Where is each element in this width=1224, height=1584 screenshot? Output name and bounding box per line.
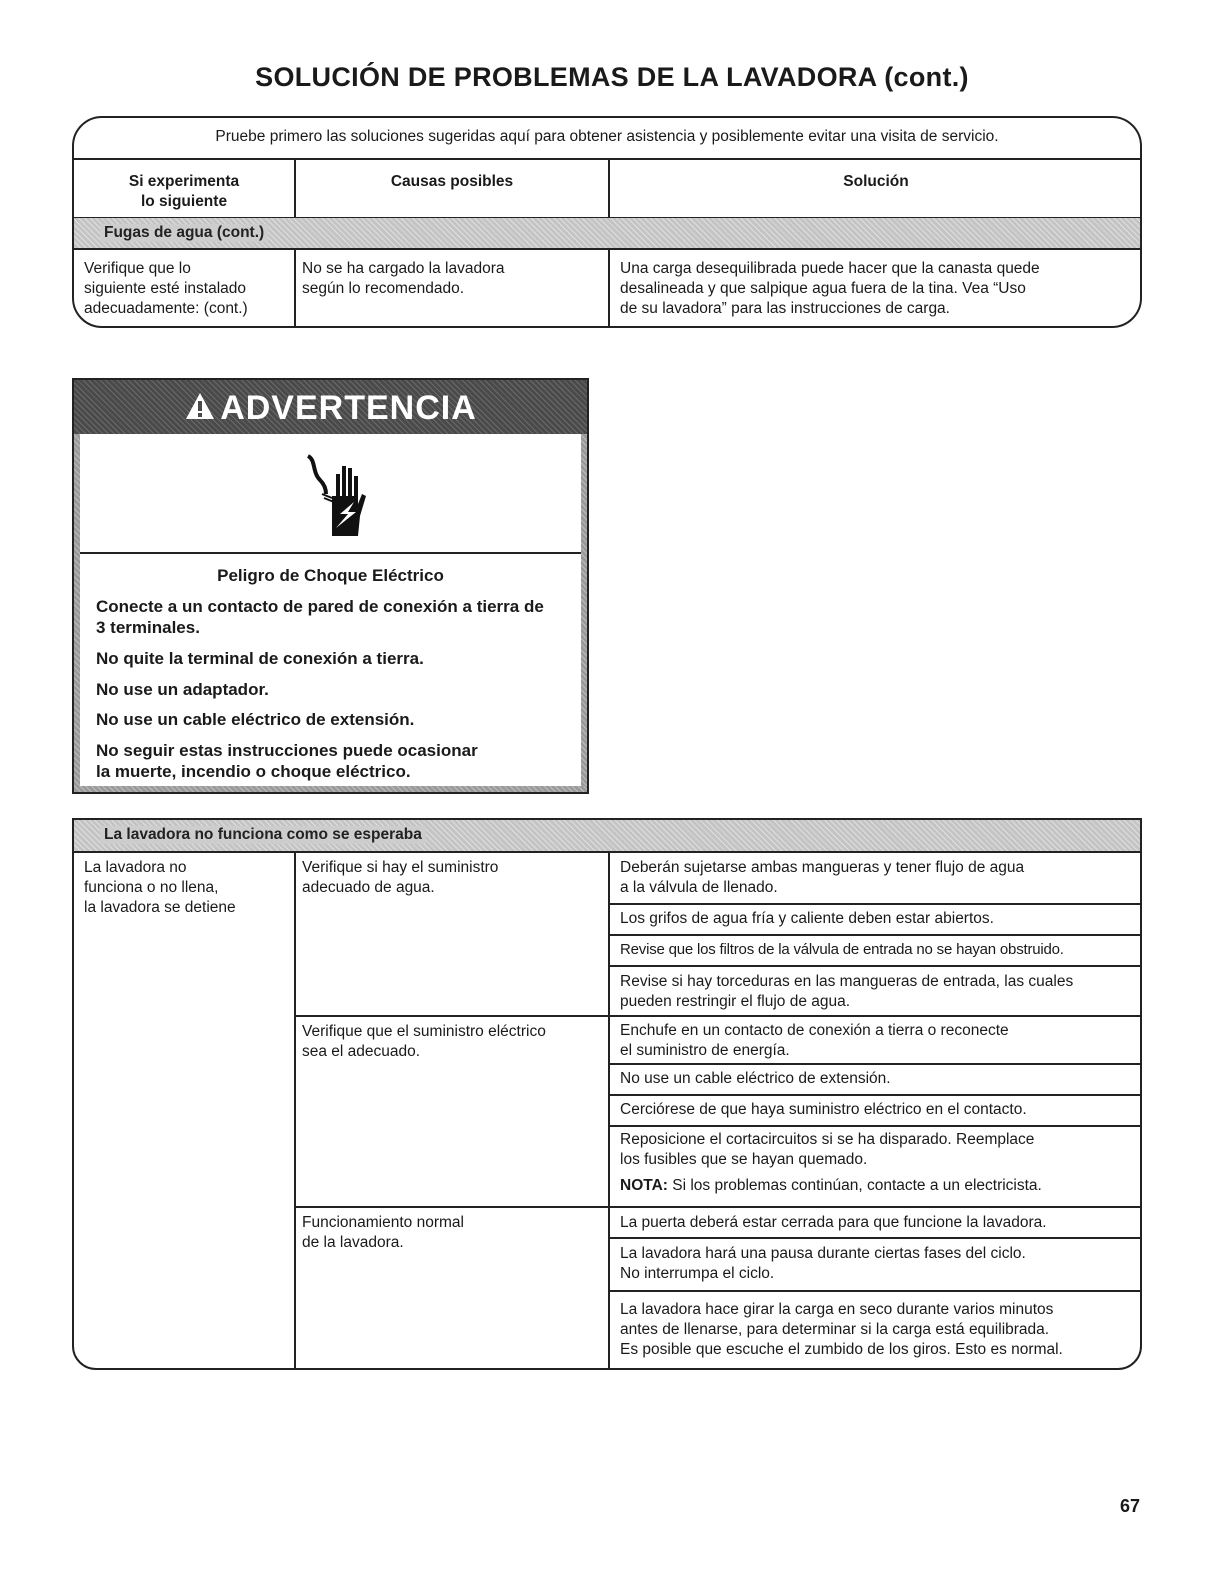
cause-cell: Verifique que el suministro eléctrico sea el adecuado. <box>302 1023 546 1060</box>
problem-cell: La lavadora no funciona o no llena, la lavadora se detiene <box>84 859 236 916</box>
column-divider <box>294 851 296 1370</box>
solution-cell: La lavadora hace girar la carga en seco durante varios minutos antes de llenarse, para determinar si la carga está equilibrada. Es posible que escuche el zumbido de los giros. Esto es normal. <box>620 1301 1063 1358</box>
solution-cell: No use un cable eléctrico de extensión. <box>620 1070 891 1087</box>
warning-line: Conecte a un contacto de pared de conexión a tierra de 3 terminales. <box>96 597 544 637</box>
warning-line: No quite la terminal de conexión a tierra. <box>96 649 424 668</box>
note: NOTA: Si los problemas continúan, contacte a un electricista. <box>620 1177 1042 1194</box>
troubleshooting-table-top <box>72 116 1142 328</box>
cause-cell: No se ha cargado la lavadora según lo recomendado. <box>302 260 505 297</box>
warning-heading: ADVERTENCIA <box>220 389 477 427</box>
section-band-fugas <box>74 218 1140 248</box>
column-divider <box>608 851 610 1370</box>
solution-cell: Reposicione el cortacircuitos si se ha disparado. Reemplace los fusibles que se hayan quemado. NOTA: Si los problemas continúan, contacte a un electricista. <box>620 1130 1135 1196</box>
solution-cell: La lavadora hará una pausa durante ciertas fases del ciclo. No interrumpa el ciclo. <box>620 1245 1026 1282</box>
cause-cell: Funcionamiento normal de la lavadora. <box>302 1214 464 1251</box>
solution-cell: Deberán sujetarse ambas mangueras y tener flujo de agua a la válvula de llenado. <box>620 859 1025 896</box>
warning-line: No use un cable eléctrico de extensión. <box>96 710 415 729</box>
warning-pictogram <box>80 434 581 554</box>
warning-triangle-icon <box>184 382 216 438</box>
header-causes: Causas posibles <box>390 173 514 190</box>
hazard-title: Peligro de Choque Eléctrico <box>217 566 444 585</box>
electric-shock-hand-icon <box>302 450 372 540</box>
section-title: La lavadora no funciona como se esperaba <box>100 826 426 844</box>
divider <box>74 158 1140 160</box>
page-title: SOLUCIÓN DE PROBLEMAS DE LA LAVADORA (cont.) <box>255 62 969 92</box>
section-band-no-funciona <box>74 820 1140 851</box>
warning-line: No seguir estas instrucciones puede ocasionar la muerte, incendio o choque eléctrico. <box>96 741 478 781</box>
solution-cell: Los grifos de agua fría y caliente deben estar abiertos. <box>620 910 994 927</box>
divider <box>296 1015 1140 1017</box>
section-title: Fugas de agua (cont.) <box>100 224 268 242</box>
divider <box>74 851 1140 853</box>
intro-text: Pruebe primero las soluciones sugeridas aquí para obtener asistencia y posiblemente evitar una visita de servicio. <box>215 128 999 145</box>
header-solution: Solución <box>843 173 909 190</box>
solution-cell: Revise si hay torceduras en las mangueras de entrada, las cuales pueden restringir el flujo de agua. <box>620 973 1074 1010</box>
solution-cell: La puerta deberá estar cerrada para que funcione la lavadora. <box>620 1214 1047 1231</box>
solution-cell: Una carga desequilibrada puede hacer que la canasta quede desalineada y que salpique agua fuera de la tina. Vea “Uso de su lavadora” para las instrucciones de carga. <box>620 260 1040 317</box>
troubleshooting-table-bottom <box>72 818 1142 1370</box>
solution-cell: Revise que los filtros de la válvula de entrada no se hayan obstruido. <box>620 941 1064 958</box>
solution-cell: Enchufe en un contacto de conexión a tierra o reconecte el suministro de energía. <box>620 1022 1009 1059</box>
warning-line: No use un adaptador. <box>96 680 269 699</box>
header-problem: Si experimenta lo siguiente <box>128 173 240 210</box>
divider <box>74 248 1140 250</box>
problem-cell: Verifique que lo siguiente esté instalado adecuadamente: (cont.) <box>84 260 248 317</box>
cause-cell: Verifique si hay el suministro adecuado de agua. <box>302 859 499 896</box>
warning-header <box>74 380 587 434</box>
warning-body <box>80 554 581 786</box>
warning-box <box>72 378 589 794</box>
divider <box>296 1206 1140 1208</box>
solution-cell: Cerciórese de que haya suministro eléctrico en el contacto. <box>620 1101 1027 1118</box>
page-number: 67 <box>1119 1496 1140 1516</box>
